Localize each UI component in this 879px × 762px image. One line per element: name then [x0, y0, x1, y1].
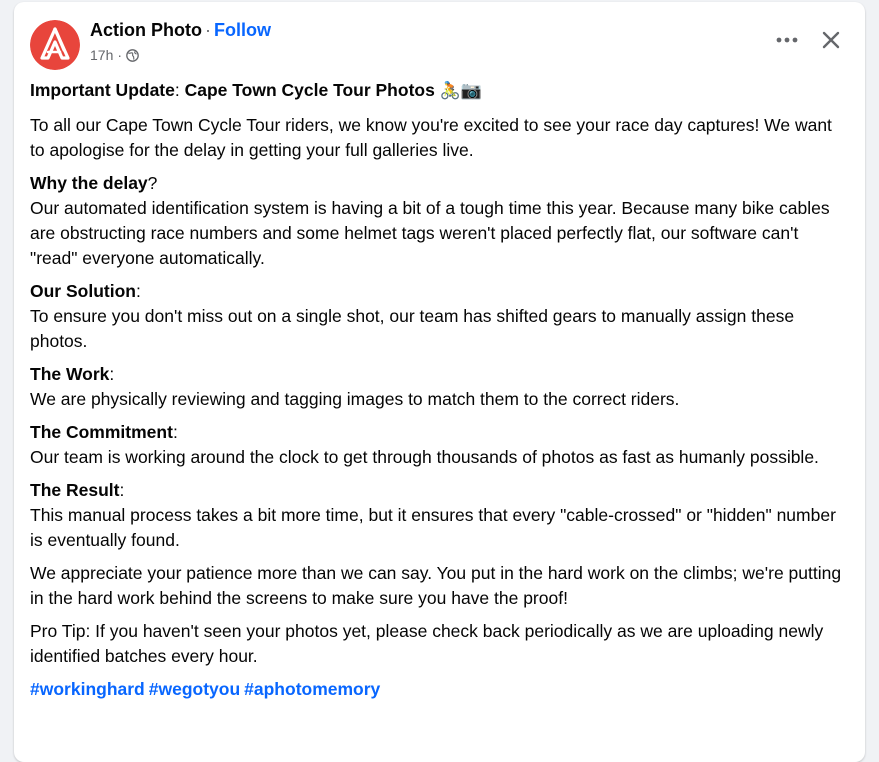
- intro-paragraph: To all our Cape Town Cycle Tour riders, we know you're excited to see your race day captures! We want to apologise for the delay in getting your full galleries live.: [30, 115, 832, 160]
- solution-heading: Our Solution: [30, 281, 136, 301]
- solution-text: To ensure you don't miss out on a single shot, our team has shifted gears to manually assign these photos.: [30, 306, 795, 351]
- header-actions: [769, 22, 849, 58]
- post-meta: [90, 45, 271, 65]
- work-section: [30, 362, 849, 412]
- solution-suffix: :: [135, 281, 141, 301]
- hashtag-link[interactable]: #aphotomemory: [244, 679, 381, 699]
- solution-section: [30, 279, 849, 354]
- hashtag-link[interactable]: #wegotyou: [148, 679, 241, 699]
- post-card: [14, 2, 865, 762]
- header-text: [90, 18, 271, 65]
- meta-separator: ·: [117, 47, 123, 63]
- commitment-suffix: :: [172, 422, 178, 442]
- post-time[interactable]: 17h: [90, 47, 114, 63]
- globe-icon[interactable]: [126, 49, 139, 62]
- title-bold-2: Cape Town Cycle Tour Photos: [184, 80, 435, 100]
- title-bold-1: Important Update: [30, 80, 175, 100]
- commitment-heading: The Commitment: [30, 422, 173, 442]
- appreciation-paragraph: We appreciate your patience more than we can say. You put in the hard work on the climbs; we're putting in the hard work behind the screens to make sure you have the proof!: [30, 563, 842, 608]
- commitment-text: Our team is working around the clock to get through thousands of photos as fast as humanly possible.: [30, 447, 819, 467]
- follow-button[interactable]: Follow: [213, 20, 271, 40]
- close-icon: [821, 30, 841, 50]
- name-row: [90, 18, 271, 42]
- why-section: [30, 171, 849, 271]
- result-text: This manual process takes a bit more time, but it ensures that every "cable-crossed" or "hidden" number is eventually found.: [30, 505, 836, 550]
- page-name[interactable]: Action Photo: [90, 20, 202, 40]
- hashtag-list: [30, 677, 849, 702]
- result-suffix: :: [119, 480, 125, 500]
- cyclist-camera-emoji: 🚴📷: [439, 81, 483, 100]
- post-header: [30, 16, 849, 70]
- work-text: We are physically reviewing and tagging images to match them to the correct riders.: [30, 389, 680, 409]
- page-avatar[interactable]: [30, 20, 80, 70]
- more-options-button[interactable]: [769, 22, 805, 58]
- work-heading: The Work: [30, 364, 110, 384]
- post-body: [30, 78, 849, 702]
- name-separator: ·: [204, 20, 211, 40]
- post-title: [30, 78, 849, 103]
- why-text: Our automated identification system is having a bit of a tough time this year. Because many bike cables are obstructing race numbers and some helmet tags weren't placed perfectly flat, our software can't "read" everyone automatically.: [30, 198, 830, 268]
- result-heading: The Result: [30, 480, 120, 500]
- action-photo-logo-icon: [30, 20, 80, 70]
- result-section: [30, 478, 849, 553]
- work-suffix: :: [109, 364, 115, 384]
- why-suffix: ?: [147, 173, 158, 193]
- more-horizontal-icon: [776, 37, 798, 43]
- commitment-section: [30, 420, 849, 470]
- hashtag-link[interactable]: #workinghard: [30, 679, 145, 699]
- close-button[interactable]: [813, 22, 849, 58]
- title-colon: :: [174, 80, 185, 100]
- why-heading: Why the delay: [30, 173, 148, 193]
- pro-tip-paragraph: Pro Tip: If you haven't seen your photos yet, please check back periodically as we are uploading newly identified batches every hour.: [30, 621, 824, 666]
